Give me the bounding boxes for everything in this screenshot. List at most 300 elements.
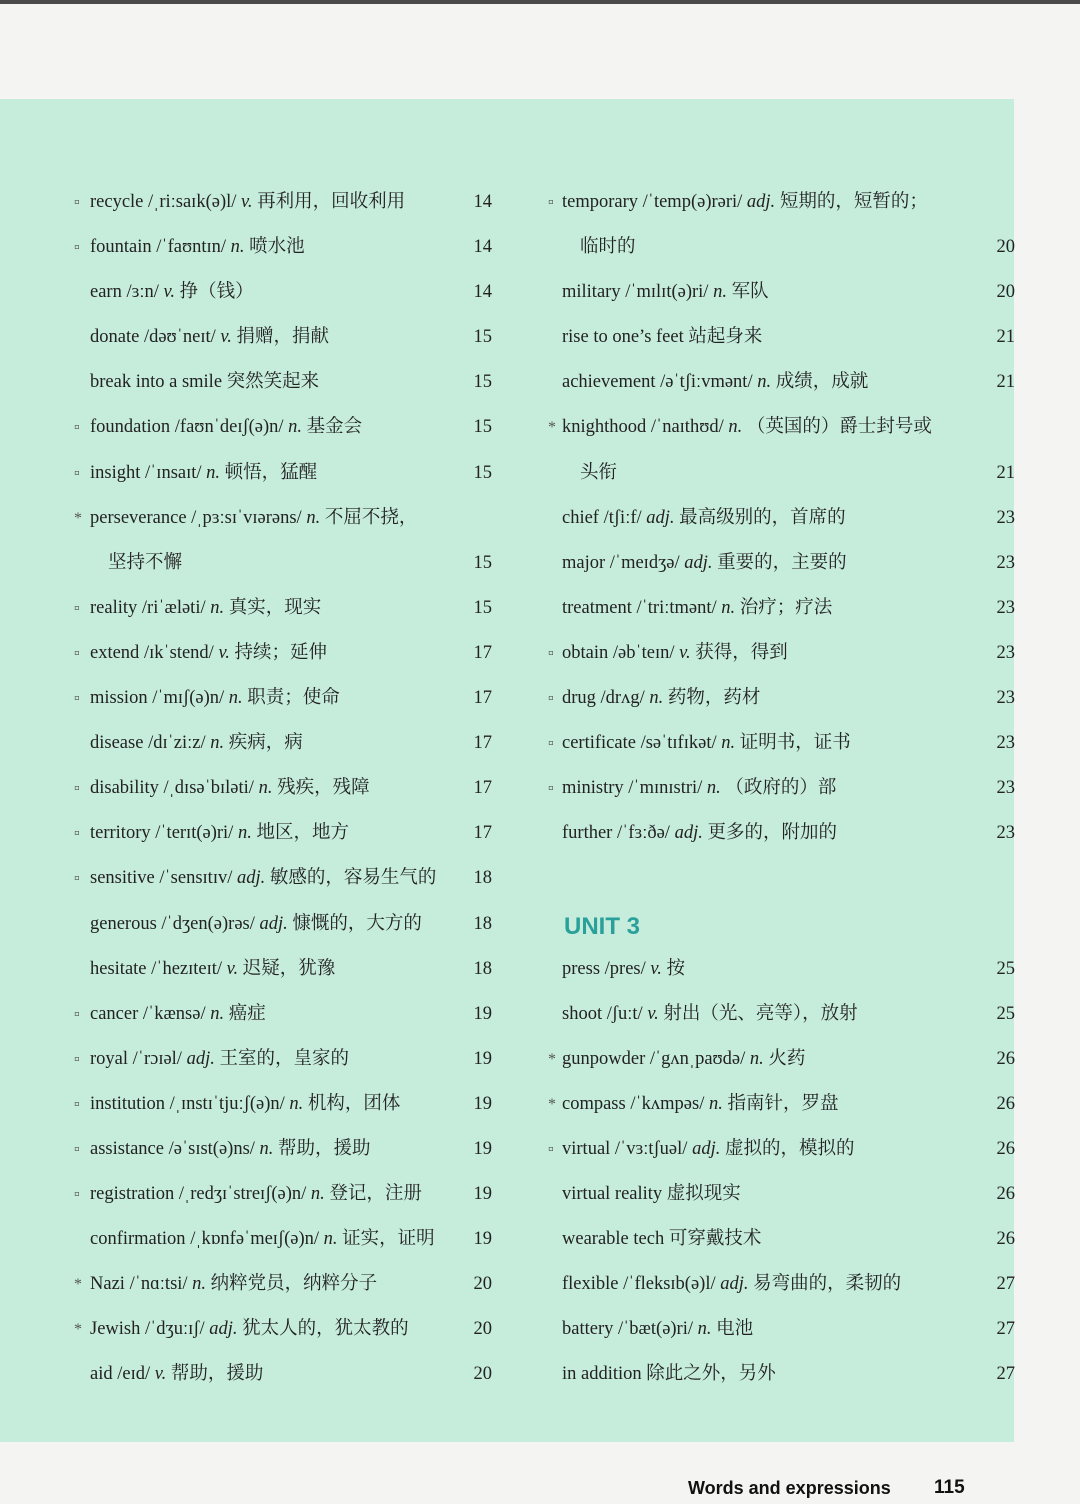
star-bullet-icon	[74, 1307, 82, 1352]
entry-meaning: 坚持不懈	[108, 552, 183, 573]
entry-page-number: 26	[996, 1048, 1015, 1069]
entry-part-of-speech: v.	[154, 1364, 167, 1385]
entry-phonetic: /ˌkɒnfəˈmeɪʃ(ə)n/	[190, 1229, 320, 1250]
entry-page-number: 15	[473, 327, 492, 348]
entry-meaning: 除此之外，另外	[646, 1364, 776, 1385]
entry-text	[562, 586, 832, 631]
entry-part-of-speech: n.	[288, 417, 303, 438]
entry-part-of-speech: adj.	[692, 1138, 721, 1159]
square-bullet-icon	[548, 631, 554, 676]
entry-word: perseverance	[90, 507, 187, 528]
entry-word: reality	[90, 597, 138, 618]
entry-word: rise to one’s feet	[562, 327, 684, 348]
entry-text	[562, 1262, 901, 1307]
entry-phonetic: /ʃuːt/	[606, 1003, 643, 1024]
entry-meaning: 不屈不挠，	[324, 507, 418, 528]
entry-word: mission	[90, 688, 148, 709]
entry-phonetic: /ˈbæt(ə)ri/	[618, 1319, 694, 1340]
entry-meaning: 军队	[731, 282, 769, 303]
entry-phonetic: /ˈmɪnɪstri/	[628, 778, 703, 799]
entry-page-number: 19	[473, 1003, 492, 1024]
entry-page-number: 26	[996, 1229, 1015, 1250]
entry-meaning: 登记，注册	[329, 1184, 422, 1205]
entry-text	[562, 721, 851, 766]
entry-meaning: 突然笑起来	[226, 372, 320, 393]
entry-phonetic: /dəʊˈneɪt/	[143, 327, 216, 348]
entry-phonetic: /ˈhezɪteɪt/	[151, 958, 223, 979]
entry-text	[562, 360, 868, 405]
entry-text	[90, 586, 321, 631]
entry-phonetic: /ˈnaɪthʊd/	[650, 417, 724, 438]
entry-meaning: 虚拟现实	[666, 1184, 741, 1205]
entry-part-of-speech: v.	[218, 642, 230, 663]
entry-part-of-speech: n.	[259, 1138, 274, 1159]
entry-meaning: 临时的	[580, 237, 636, 258]
entry-phonetic: /ˈkænsə/	[142, 1003, 206, 1024]
entry-word: fountain	[90, 237, 152, 258]
entry-meaning: 帮助，援助	[278, 1138, 371, 1159]
star-bullet-icon	[74, 1262, 82, 1307]
entry-word: obtain	[562, 642, 609, 663]
entry-page-number: 20	[996, 282, 1015, 303]
entry-word: treatment	[562, 597, 632, 618]
square-bullet-icon	[74, 225, 80, 270]
entry-part-of-speech: n.	[323, 1229, 338, 1250]
entry-word: major	[562, 552, 606, 573]
vocab-entry	[0, 1172, 500, 1217]
square-bullet-icon	[548, 721, 554, 766]
entry-part-of-speech: n.	[237, 823, 252, 844]
entry-part-of-speech: adj.	[720, 1274, 749, 1295]
square-bullet-icon	[548, 766, 554, 811]
entry-text	[90, 947, 335, 992]
entry-meaning: 药物，药材	[667, 688, 761, 709]
entry-word: virtual	[562, 1138, 611, 1159]
entry-meaning: （政府的）部	[725, 778, 837, 799]
vocab-entry	[0, 1352, 500, 1397]
entry-page-number: 26	[996, 1138, 1015, 1159]
entry-word: chief	[562, 507, 599, 528]
entry-text	[562, 992, 858, 1037]
vocab-entry	[0, 676, 500, 721]
square-bullet-icon	[548, 1127, 554, 1172]
entry-word: shoot	[562, 1003, 603, 1024]
entry-phonetic: /ˈkʌmpəs/	[630, 1093, 705, 1114]
entry-text	[580, 225, 636, 270]
vocab-entry	[540, 1172, 1015, 1217]
square-bullet-icon	[548, 676, 554, 721]
entry-text	[90, 676, 340, 721]
entry-page-number: 17	[473, 778, 492, 799]
square-bullet-icon	[74, 405, 80, 450]
entry-word: in addition	[562, 1364, 642, 1385]
star-bullet-icon	[548, 405, 556, 450]
entry-page-number: 23	[996, 688, 1015, 709]
entry-part-of-speech: v.	[226, 958, 239, 979]
entry-page-number: 17	[473, 642, 492, 663]
vocab-entry	[0, 360, 500, 405]
entry-part-of-speech: n.	[708, 1093, 723, 1114]
vocab-entry	[0, 586, 500, 631]
entry-page-number: 19	[473, 1048, 492, 1069]
entry-text	[90, 315, 329, 360]
entry-text	[580, 451, 617, 496]
entry-text	[90, 225, 305, 270]
star-bullet-icon	[74, 496, 82, 541]
entry-part-of-speech: adj.	[209, 1319, 238, 1340]
square-bullet-icon	[74, 766, 80, 811]
entry-meaning: 按	[666, 958, 685, 979]
entry-meaning: 证实，证明	[342, 1229, 435, 1250]
entry-page-number: 18	[473, 868, 492, 889]
entry-meaning: 头衔	[580, 462, 618, 483]
entry-text	[90, 766, 370, 811]
entry-phonetic: /ˈrɔɪəl/	[132, 1048, 182, 1069]
entry-text	[562, 1307, 753, 1352]
vocab-entry	[540, 811, 1015, 856]
entry-phonetic: /ˌriːsaɪk(ə)l/	[148, 192, 237, 212]
entry-word: gunpowder	[562, 1048, 646, 1069]
entry-text	[562, 1082, 838, 1127]
entry-text	[90, 405, 362, 450]
entry-word: military	[562, 282, 621, 303]
entry-meaning: 慷慨的，大方的	[292, 913, 422, 934]
entry-phonetic: /ˈterɪt(ə)ri/	[155, 823, 234, 844]
entry-part-of-speech: adj.	[674, 823, 703, 844]
entry-phonetic: /ˈfaʊntɪn/	[156, 237, 227, 258]
square-bullet-icon	[74, 992, 80, 1037]
entry-meaning: 残疾，残障	[277, 778, 370, 799]
entry-word: Jewish	[90, 1319, 141, 1340]
entry-word: generous	[90, 913, 157, 934]
entry-word: royal	[90, 1048, 129, 1069]
entry-page-number: 15	[473, 372, 492, 393]
entry-page-number: 23	[996, 733, 1015, 754]
vocab-entry	[540, 180, 1015, 225]
entry-part-of-speech: v.	[241, 192, 253, 212]
entry-meaning: 挣（钱）	[179, 282, 254, 303]
vocab-entry	[540, 360, 1015, 405]
entry-word: registration	[90, 1184, 175, 1205]
vocab-entry	[540, 586, 1015, 631]
entry-phonetic: /əˈtʃiːvmənt/	[660, 372, 753, 393]
entry-part-of-speech: n.	[721, 733, 736, 754]
entry-phonetic: /ˈdʒuːɪʃ/	[145, 1319, 205, 1340]
vocab-entry	[0, 1037, 500, 1082]
entry-page-number: 27	[996, 1274, 1015, 1295]
entry-part-of-speech: n.	[706, 778, 721, 799]
entry-phonetic: /ˈgʌnˌpaʊdə/	[649, 1048, 746, 1069]
vocab-entry	[540, 496, 1015, 541]
entry-meaning: 捐赠，捐献	[236, 327, 329, 348]
page-footer	[688, 1474, 978, 1504]
square-bullet-icon	[74, 856, 80, 901]
entry-word: certificate	[562, 733, 636, 754]
entry-text	[562, 1217, 761, 1262]
entry-word: break into a smile	[90, 372, 223, 393]
entry-part-of-speech: n.	[697, 1319, 712, 1340]
entry-text	[90, 496, 417, 541]
square-bullet-icon	[74, 180, 80, 225]
entry-phonetic: /ˈmɪʃ(ə)n/	[152, 688, 225, 709]
square-bullet-icon	[74, 1127, 80, 1172]
entry-part-of-speech: n.	[210, 597, 225, 618]
entry-page-number: 15	[473, 417, 492, 438]
vocab-entry	[540, 631, 1015, 676]
entry-page-number: 19	[473, 1184, 492, 1205]
entry-word: compass	[562, 1093, 626, 1114]
entry-word: foundation	[90, 417, 171, 438]
entry-page-number: 18	[473, 958, 492, 979]
entry-meaning: （英国的）爵士封号或	[746, 417, 932, 438]
entry-part-of-speech: n.	[713, 282, 727, 303]
entry-meaning: 指南针，罗盘	[727, 1093, 839, 1114]
entry-meaning: 疾病，病	[228, 733, 303, 754]
entry-phonetic: /tʃiːf/	[603, 507, 642, 528]
entry-part-of-speech: adj.	[236, 868, 266, 889]
entry-phonetic: /ˈfleksɪb(ə)l/	[623, 1274, 716, 1295]
entry-meaning: 癌症	[228, 1003, 266, 1024]
right-column	[540, 180, 1015, 1398]
entry-word: hesitate	[90, 958, 147, 979]
entry-part-of-speech: adj.	[646, 507, 675, 528]
entry-page-number: 21	[996, 327, 1015, 348]
entry-phonetic: /faʊnˈdeɪʃ(ə)n/	[174, 417, 284, 438]
entry-page-number: 19	[473, 1093, 492, 1114]
entry-page-number: 17	[473, 733, 492, 754]
entry-phonetic: /ˈɪnsaɪt/	[145, 462, 202, 483]
entry-text	[90, 270, 254, 315]
entry-part-of-speech: v.	[163, 282, 176, 303]
entry-page-number: 21	[996, 462, 1015, 483]
entry-text	[562, 947, 685, 992]
entry-word: knighthood	[562, 417, 647, 438]
entry-text	[562, 1037, 805, 1082]
vocab-entry	[540, 1262, 1015, 1307]
entry-text	[562, 180, 928, 225]
vocab-entry	[0, 541, 500, 586]
entry-page-number: 23	[996, 552, 1015, 573]
entry-meaning: 迟疑，犹豫	[242, 958, 336, 979]
entry-page-number: 20	[473, 1274, 492, 1295]
entry-word: drug	[562, 688, 596, 709]
entry-text	[90, 721, 303, 766]
entry-word: territory	[90, 823, 151, 844]
entry-part-of-speech: v.	[647, 1003, 659, 1024]
entry-meaning: 证明书，证书	[739, 733, 851, 754]
entry-phonetic: /ˈmeɪdʒə/	[609, 552, 680, 573]
entry-part-of-speech: n.	[310, 1184, 325, 1205]
entry-text	[562, 496, 846, 541]
entry-part-of-speech: adj.	[684, 552, 713, 573]
entry-page-number: 15	[473, 597, 492, 618]
entry-meaning: 敏感的，容易生气的	[269, 868, 437, 889]
page-number: 115	[934, 1477, 965, 1498]
entry-text	[90, 1217, 435, 1262]
entry-meaning: 更多的，附加的	[707, 823, 837, 844]
entry-text	[562, 1352, 776, 1397]
entry-phonetic: /ɜːn/	[126, 282, 159, 303]
entry-meaning: 喷水池	[249, 237, 305, 258]
entry-meaning: 火药	[768, 1048, 806, 1069]
vocab-entry	[540, 992, 1015, 1037]
entry-word: extend	[90, 642, 140, 663]
vocab-entry	[0, 451, 500, 496]
vocab-entry	[540, 721, 1015, 766]
vocab-entry	[0, 315, 500, 360]
footer-title: Words and expressions	[688, 1478, 891, 1498]
vocab-entry	[540, 1082, 1015, 1127]
entry-meaning: 获得，得到	[695, 642, 788, 663]
entry-page-number: 20	[473, 1319, 492, 1340]
entry-phonetic: /pres/	[604, 958, 646, 979]
entry-word: donate	[90, 327, 140, 348]
entry-phonetic: /səˈtɪfɪkət/	[640, 733, 717, 754]
vocab-entry	[0, 902, 500, 947]
square-bullet-icon	[548, 180, 554, 225]
entry-text	[90, 631, 327, 676]
entry-word: further	[562, 823, 613, 844]
entry-text	[562, 270, 769, 315]
entry-word: confirmation	[90, 1229, 186, 1250]
entry-part-of-speech: n.	[206, 462, 221, 483]
entry-text	[562, 405, 932, 450]
entry-phonetic: /ˈnɑːtsi/	[129, 1274, 188, 1295]
entry-phonetic: /ˌpɜːsɪˈvɪərəns/	[191, 507, 302, 528]
entry-phonetic: /ˌdɪsəˈbɪləti/	[163, 778, 254, 799]
entry-word: virtual reality	[562, 1184, 663, 1205]
entry-phonetic: /ˌɪnstɪˈtjuːʃ(ə)n/	[169, 1093, 285, 1114]
entry-phonetic: /ˈtriːtmənt/	[636, 597, 717, 618]
entry-word: institution	[90, 1093, 166, 1114]
left-column	[0, 180, 500, 1398]
vocab-entry	[0, 721, 500, 766]
entry-phonetic: /ˈvɜːtʃuəl/	[614, 1138, 688, 1159]
entry-meaning: 地区，地方	[256, 823, 349, 844]
entry-text	[90, 451, 317, 496]
entry-word: Nazi	[90, 1274, 125, 1295]
entry-text	[90, 811, 349, 856]
entry-text	[90, 902, 422, 947]
entry-meaning: 顿悟，猛醒	[224, 462, 318, 483]
entry-part-of-speech: n.	[306, 507, 321, 528]
square-bullet-icon	[74, 631, 80, 676]
vocab-entry	[540, 225, 1015, 270]
vocab-entry	[0, 631, 500, 676]
entry-text	[562, 541, 847, 586]
vocab-entry	[540, 1037, 1015, 1082]
entry-meaning: 站起身来	[688, 327, 763, 348]
entry-page-number: 14	[473, 192, 492, 212]
entry-meaning: 帮助，援助	[170, 1364, 264, 1385]
entry-part-of-speech: n.	[192, 1274, 207, 1295]
entry-page-number: 14	[473, 237, 492, 258]
entry-page-number: 26	[996, 1093, 1015, 1114]
entry-meaning: 王室的，皇家的	[219, 1048, 349, 1069]
entry-meaning: 再利用，回收利用	[257, 192, 406, 212]
entry-word: sensitive	[90, 868, 155, 889]
vocab-entry	[0, 225, 500, 270]
entry-word: disease	[90, 733, 144, 754]
entry-page-number: 25	[996, 1003, 1015, 1024]
entry-part-of-speech: n.	[728, 417, 743, 438]
entry-part-of-speech: n.	[649, 688, 664, 709]
entry-page-number: 23	[996, 507, 1015, 528]
entry-part-of-speech: adj.	[746, 192, 776, 212]
entry-meaning: 职责；使命	[247, 688, 340, 709]
entry-word: disability	[90, 778, 159, 799]
entry-page-number: 23	[996, 597, 1015, 618]
vocab-entry	[0, 766, 500, 811]
entry-part-of-speech: n.	[757, 372, 772, 393]
entry-word: cancer	[90, 1003, 139, 1024]
entry-meaning: 易弯曲的，柔韧的	[753, 1274, 902, 1295]
entry-meaning: 持续；延伸	[234, 642, 328, 663]
entry-text	[562, 811, 837, 856]
entry-page-number: 23	[996, 823, 1015, 844]
vocab-entry	[540, 766, 1015, 811]
entry-text	[90, 180, 405, 225]
entry-page-number: 26	[996, 1184, 1015, 1205]
vocab-entry	[540, 451, 1015, 496]
entry-meaning: 基金会	[306, 417, 363, 438]
entry-meaning: 射出（光、亮等），放射	[663, 1003, 858, 1024]
entry-page-number: 27	[996, 1364, 1015, 1385]
entry-text	[562, 766, 836, 811]
vocab-entry	[0, 270, 500, 315]
entry-phonetic: /riˈæləti/	[141, 597, 206, 618]
entry-page-number: 17	[473, 823, 492, 844]
square-bullet-icon	[74, 586, 80, 631]
entry-page-number: 23	[996, 642, 1015, 663]
entry-meaning: 机构，团体	[307, 1093, 401, 1114]
vocab-entry	[0, 856, 500, 901]
vocab-entry	[0, 180, 500, 225]
entry-word: temporary	[562, 192, 639, 212]
entry-text	[90, 992, 266, 1037]
entry-word: recycle	[90, 192, 144, 212]
entry-phonetic: /ˌredʒɪˈstreɪʃ(ə)n/	[178, 1184, 307, 1205]
entry-part-of-speech: v.	[679, 642, 691, 663]
entry-text	[90, 1172, 422, 1217]
entry-word: assistance	[90, 1138, 164, 1159]
star-bullet-icon	[548, 1082, 556, 1127]
vocab-entry	[540, 1352, 1015, 1397]
entry-text	[562, 1172, 741, 1217]
entry-text	[90, 1307, 409, 1352]
unit-heading-text: UNIT 3	[564, 912, 641, 940]
entry-part-of-speech: n.	[210, 1003, 225, 1024]
entry-part-of-speech: n.	[258, 778, 273, 799]
entry-part-of-speech: n.	[230, 237, 245, 258]
entry-phonetic: /ˈtemp(ə)rəri/	[642, 192, 743, 212]
entry-part-of-speech: n.	[289, 1093, 304, 1114]
entry-part-of-speech: n.	[721, 597, 736, 618]
entry-text	[108, 541, 182, 586]
square-bullet-icon	[74, 1172, 80, 1217]
entry-word: flexible	[562, 1274, 619, 1295]
entry-part-of-speech: n.	[228, 688, 243, 709]
square-bullet-icon	[74, 676, 80, 721]
entry-page-number: 18	[473, 913, 492, 934]
entry-page-number: 15	[473, 462, 492, 483]
vocab-entry	[540, 676, 1015, 721]
entry-word: battery	[562, 1319, 614, 1340]
entry-phonetic: /ɪkˈstend/	[143, 642, 214, 663]
star-bullet-icon	[548, 1037, 556, 1082]
vocab-entry	[540, 1307, 1015, 1352]
entry-meaning: 重要的，主要的	[717, 552, 847, 573]
